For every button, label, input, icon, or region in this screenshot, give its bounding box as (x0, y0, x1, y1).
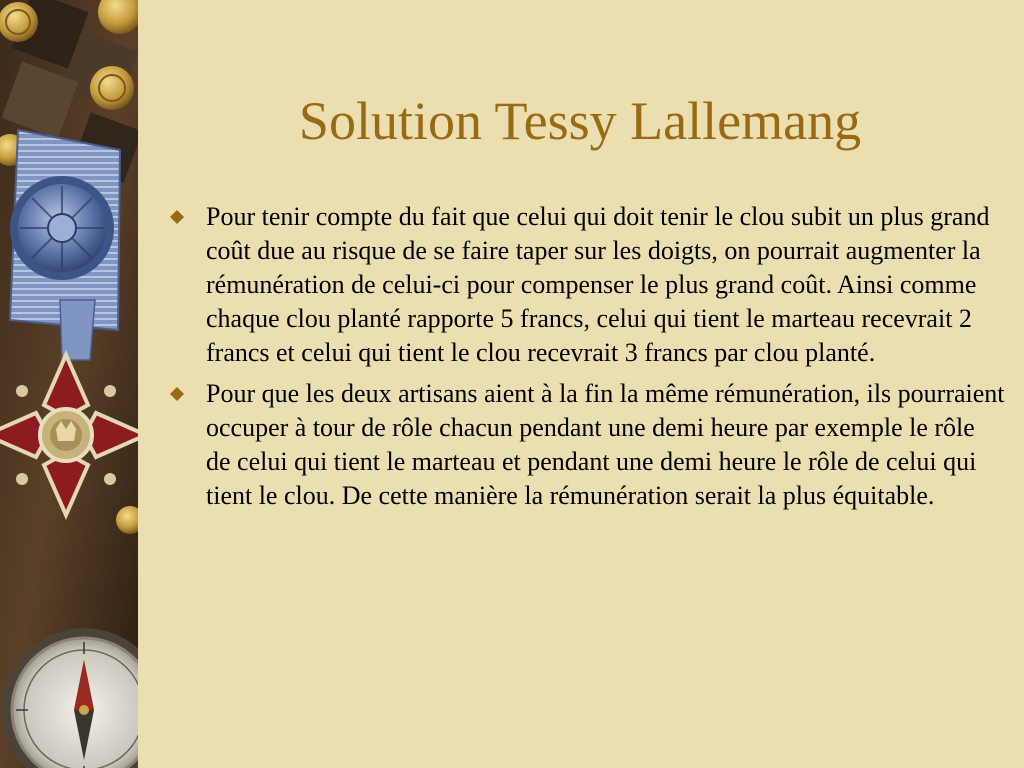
slide-title: Solution Tessy Lallemang (298, 91, 862, 151)
bullet-text: Pour tenir compte du fait que celui qui doit tenir le clou subit un plus grand coût due au risque de se faire taper sur les doigts, on pourrait augmenter la rémunération de celui-ci pour compenser le plus grand coût. Ainsi comme chaque clou planté rapporte 5 francs, celui qui tient le marteau recevrait 2 francs et celui qui tient le clou recevrait 3 francs par clou planté. (206, 202, 990, 367)
diamond-bullet-icon (170, 200, 206, 224)
bullet-text: Pour que les deux artisans aient à la fin la même rémunération, ils pourraient occuper à tour de rôle chacun pendant une demi heure par exemple le rôle de celui qui tient le marteau et pendant une demi heure le rôle de celui qui tient le clou. De cette manière la rémunération serait la plus équitable. (206, 379, 1005, 510)
decorative-medal-image (0, 0, 138, 768)
diamond-bullet-icon (170, 377, 206, 401)
bullet-item (170, 377, 1005, 513)
bullet-list (170, 200, 1005, 520)
bullet-item (170, 200, 1005, 370)
